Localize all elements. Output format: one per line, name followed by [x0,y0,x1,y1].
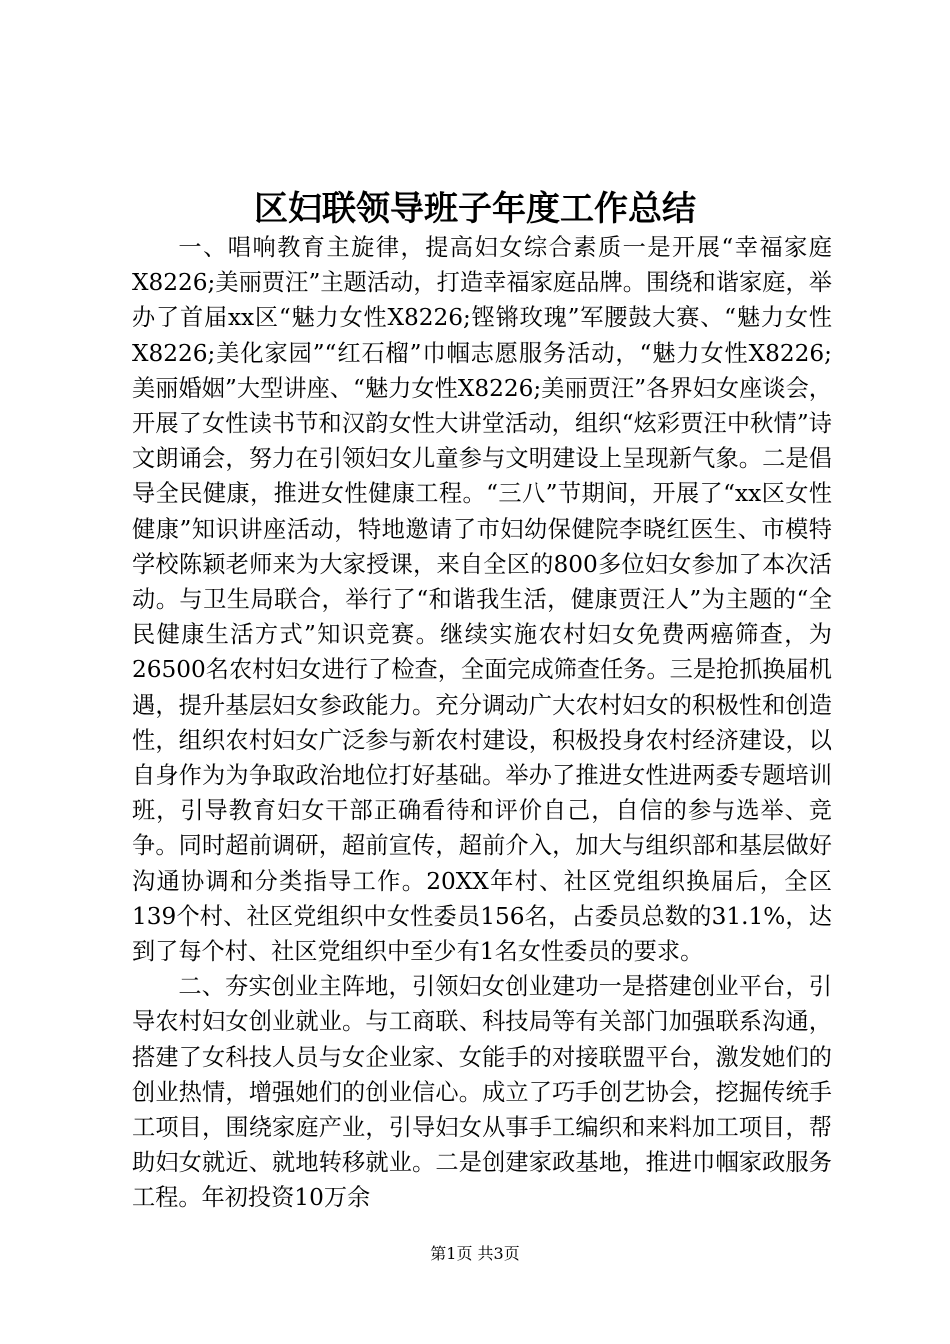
document-body [132,230,832,1216]
page-footer: 第1页 共3页 [430,1244,520,1263]
paragraph-1: 一、唱响教育主旋律，提高妇女综合素质一是开展“幸福家庭X8226;美丽贾汪”主题活动，打造幸福家庭品牌。围绕和谐家庭，举办了首届xx区“魅力女性X8226;铿锵玫瑰”军腰鼓大赛、“魅力女性X8226;美化家园”“红石榴”巾帼志愿服务活动，“魅力女性X8226;美丽婚姻”大型讲座、“魅力女性X8226;美丽贾汪”各界妇女座谈会，开展了女性读书节和汉韵女性大讲堂活动，组织“炫彩贾汪中秋情”诗文朗诵会，努力在引领妇女儿童参与文明建设上呈现新气象。二是倡导全民健康，推进女性健康工程。“三八”节期间，开展了“xx区女性健康”知识讲座活动，特地邀请了市妇幼保健院李晓红医生、市模特学校陈颖老师来为大家授课，来自全区的800多位妇女参加了本次活动。与卫生局联合，举行了“和谐我生活，健康贾汪人”为主题的“全民健康生活方式”知识竞赛。继续实施农村妇女免费两癌筛查，为26500名农村妇女进行了检查，全面完成筛查任务。三是抢抓换届机遇，提升基层妇女参政能力。充分调动广大农村妇女的积极性和创造性，组织农村妇女广泛参与新农村建设，积极投身农村经济建设，以自身作为为争取政治地位打好基础。举办了推进女性进两委专题培训班，引导教育妇女干部正确看待和评价自己，自信的参与选举、竞争。同时超前调研，超前宣传，超前介入，加大与组织部和基层做好沟通协调和分类指导工作。20XX年村、社区党组织换届后，全区139个村、社区党组织中女性委员156名，占委员总数的31.1%，达到了每个村、社区党组织中至少有1名女性委员的要求。 [132,234,832,966]
document-title: 区妇联领导班子年度工作总结 [254,189,696,229]
paragraph-2: 二、夯实创业主阵地，引领妇女创业建功一是搭建创业平台，引导农村妇女创业就业。与工商联、科技局等有关部门加强联系沟通，搭建了女科技人员与女企业家、女能手的对接联盟平台，激发她们的创业热情，增强她们的创业信心。成立了巧手创艺协会，挖掘传统手工项目，围绕家庭产业，引导妇女从事手工编织和来料加工项目，帮助妇女就近、就地转移就业。二是创建家政基地，推进巾帼家政服务工程。年初投资10万余 [132,973,832,1212]
